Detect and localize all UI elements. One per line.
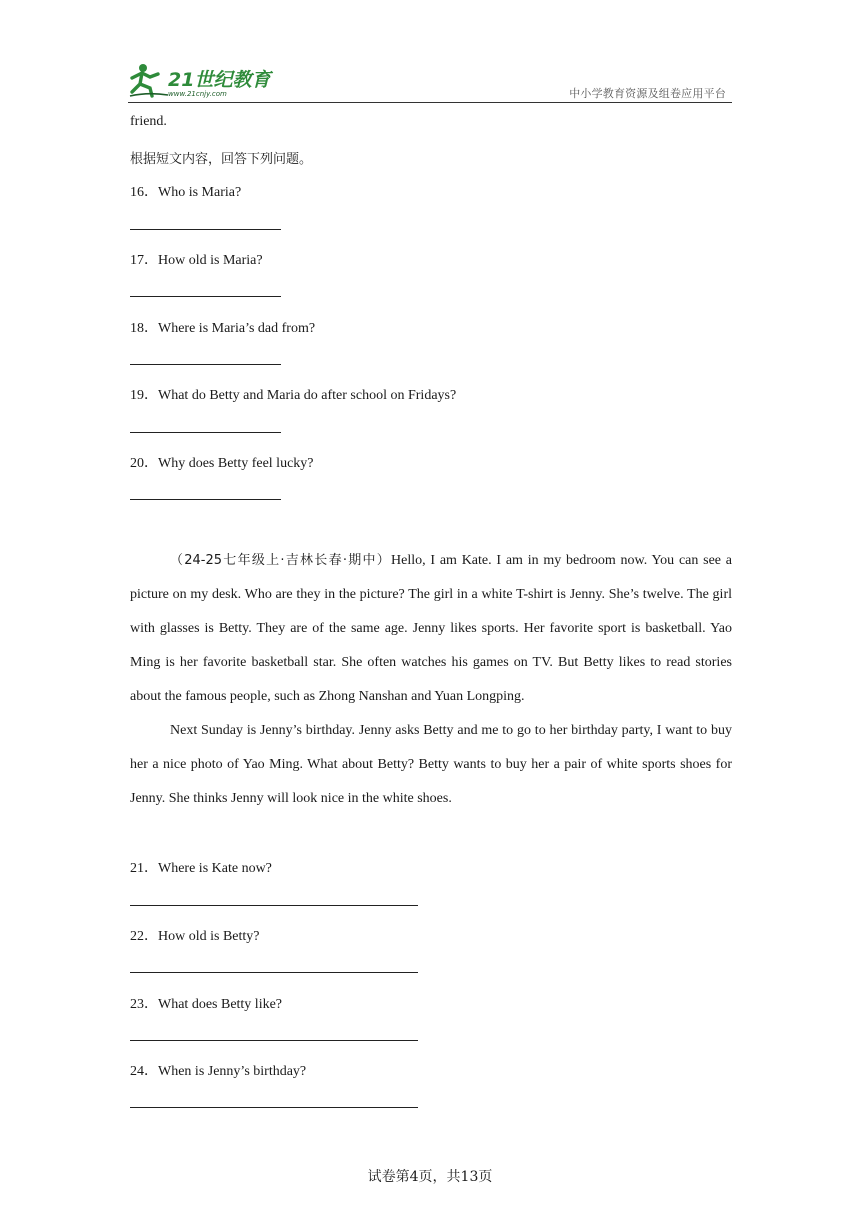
passage-source: （24-25七年级上·吉林长春·期中）	[170, 553, 392, 568]
question-text: Where is Kate now?	[158, 861, 272, 876]
question-number: 21．	[130, 861, 158, 876]
answer-line-18[interactable]	[130, 364, 281, 365]
question-text: How old is Betty?	[158, 929, 260, 944]
question-text: Where is Maria’s dad from?	[158, 321, 316, 336]
question-text: When is Jenny’s birthday?	[158, 1064, 307, 1079]
logo-title: 21世纪教育	[168, 69, 271, 91]
question-17	[130, 249, 263, 269]
reading-passage	[130, 544, 732, 816]
question-number: 22．	[130, 929, 158, 944]
question-22	[130, 925, 260, 945]
answer-line-17[interactable]	[130, 296, 281, 297]
question-21	[130, 857, 272, 877]
passage-paragraph-1	[130, 544, 732, 714]
platform-name: 中小学教育资源及组卷应用平台	[569, 87, 726, 100]
question-number: 18．	[130, 321, 158, 336]
question-23	[130, 993, 282, 1013]
question-19	[130, 384, 456, 404]
question-number: 24．	[130, 1064, 158, 1079]
passage-p1-text: Hello, I am Kate. I am in my bedroom now. You can see a picture on my desk. Who are they in the picture? The girl in a white T-shirt is Jenny. She’s twelve. The girl with glasses is Betty. They are of the same age. Jenny likes sports. Her favorite sport is basketball. Yao Ming is her favorite basketball star. She often watches his games on TV. But Betty likes to read stories about the famous people, such as Zhong Nanshan and Yuan Longping.	[130, 553, 732, 704]
answer-line-24[interactable]	[130, 1107, 418, 1108]
question-18	[130, 317, 315, 337]
answer-line-22[interactable]	[130, 972, 418, 973]
question-16	[130, 181, 241, 201]
answer-line-21[interactable]	[130, 905, 418, 906]
question-number: 20．	[130, 456, 158, 471]
question-text: What do Betty and Maria do after school on Fridays?	[158, 388, 457, 403]
page-footer: 试卷第4页，共13页	[367, 1169, 493, 1185]
logo-url: www.21cnjy.com	[168, 90, 227, 98]
instruction: 根据短文内容，回答下列问题。	[130, 152, 313, 167]
question-number: 17．	[130, 253, 158, 268]
question-number: 19．	[130, 388, 158, 403]
question-24	[130, 1060, 306, 1080]
question-text: How old is Maria?	[158, 253, 263, 268]
question-text: Why does Betty feel lucky?	[158, 456, 314, 471]
question-number: 16．	[130, 185, 158, 200]
answer-line-23[interactable]	[130, 1040, 418, 1041]
continued-text: friend.	[130, 114, 167, 129]
site-logo-icon	[128, 62, 278, 100]
passage-paragraph-2: Next Sunday is Jenny’s birthday. Jenny asks Betty and me to go to her birthday party, I want to buy her a nice photo of Yao Ming. What about Betty? Betty wants to buy her a pair of white sports shoes for Jenny. She thinks Jenny will look nice in the white shoes.	[130, 723, 732, 806]
question-20	[130, 452, 314, 472]
answer-line-19[interactable]	[130, 432, 281, 433]
answer-line-20[interactable]	[130, 499, 281, 500]
question-number: 23．	[130, 997, 158, 1012]
question-text: Who is Maria?	[158, 185, 242, 200]
page-header	[128, 62, 732, 103]
question-text: What does Betty like?	[158, 997, 283, 1012]
answer-line-16[interactable]	[130, 229, 281, 230]
